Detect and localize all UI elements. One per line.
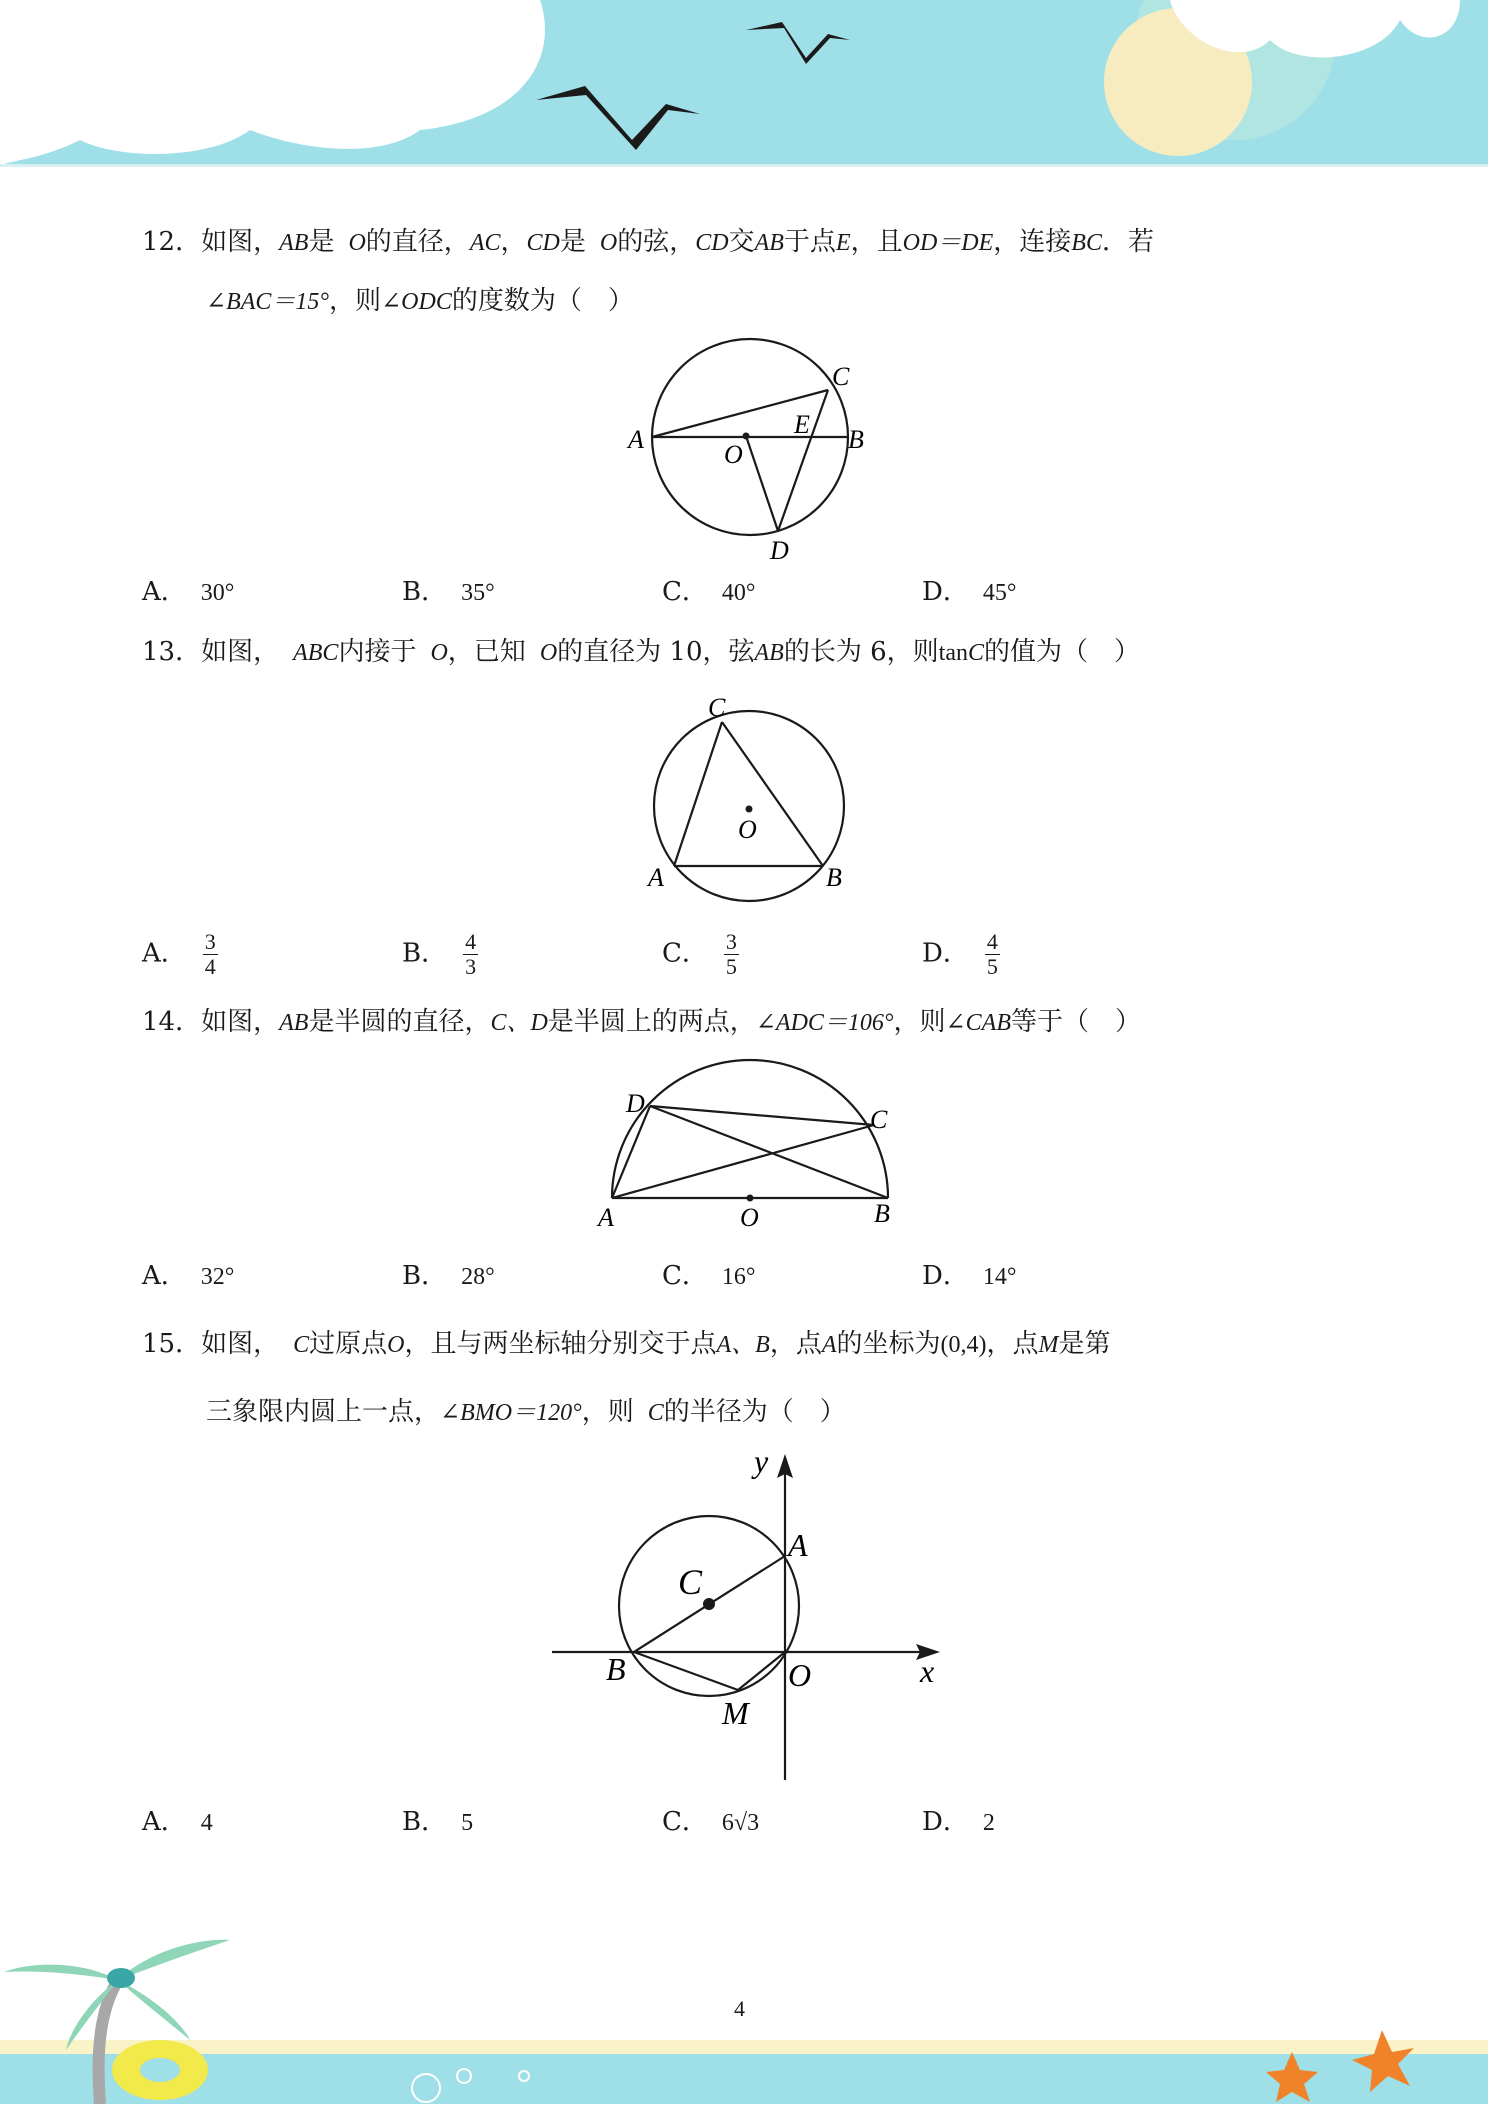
q12-label-D: D [770,536,789,565]
q12-figure [620,335,880,565]
q15-label-B: B [606,1651,626,1687]
q12-option-c[interactable]: C． 40° [662,577,756,607]
q15-option-a[interactable]: A． 4 [142,1807,213,1837]
q14-option-c[interactable]: C． 16° [662,1261,756,1291]
page-number: 4 [734,1996,745,2021]
q15-label-C: C [678,1562,703,1602]
q13-option-c[interactable]: C． $\frac{3}{5}$ [662,929,737,979]
q13-label-B: B [826,863,842,892]
q13-label-C: C [708,693,726,722]
q15-label-O: O [788,1657,812,1693]
q15-line2: 三象限内圆上一点，∠BMO＝120°，则 C的半径为（ ） [206,1397,846,1427]
q14-option-a[interactable]: A． 32° [142,1261,235,1291]
q14-line1: 14．如图，AB是半圆的直径，C、D是半圆上的两点，∠ADC＝106°，则∠CAB等于（ ） [142,1007,1141,1037]
q13-option-d[interactable]: D． $\frac{4}{5}$ [922,929,998,979]
q15-line1: 15．如图， C过原点O，且与两坐标轴分别交于点A、B，点A的坐标为(0,4)，点M是第 [142,1329,1111,1359]
q13-line1: 13．如图， ABC内接于 O，已知 O的直径为 10，弦AB的长为 6，则tanC的值为（ ） [142,637,1141,667]
q12-line1: 12．如图，AB是 O的直径，AC，CD是 O的弦，CD交AB于点E，且OD＝DE，连接BC．若 [142,227,1154,257]
q14-figure [590,1050,910,1235]
q15-label-A: A [788,1527,808,1563]
q15-option-d[interactable]: D． 2 [922,1807,995,1837]
q14-option-b[interactable]: B． 28° [402,1261,495,1291]
q12-option-a[interactable]: A． 30° [142,577,235,607]
header-decoration [0,0,1488,168]
q13-label-O: O [738,815,757,844]
q14-label-C: C [870,1105,888,1134]
q12-option-d[interactable]: D． 45° [922,577,1017,607]
q15-label-y: y [754,1446,769,1479]
q12-line2: ∠BAC＝15°，则∠ODC的度数为（ ） [206,286,634,316]
q12-label-E: E [794,410,810,439]
q13-label-A: A [648,863,664,892]
q15-option-c[interactable]: C． 6√3 [662,1807,760,1837]
q12-label-C: C [832,362,850,391]
q15-option-b[interactable]: B． 5 [402,1807,474,1837]
q14-label-A: A [598,1203,614,1232]
q15-label-M: M [722,1695,749,1731]
q14-option-d[interactable]: D． 14° [922,1261,1017,1291]
q13-option-a[interactable]: A． $\frac{3}{4}$ [142,929,216,979]
q12-option-b[interactable]: B． 35° [402,577,495,607]
q15-figure [548,1446,948,1786]
q13-option-b[interactable]: B． $\frac{4}{3}$ [402,929,477,979]
q13-figure [630,690,860,905]
q12-label-A: A [628,425,644,454]
q14-label-D: D [626,1089,645,1118]
q14-label-O: O [740,1203,759,1232]
q14-label-B: B [874,1199,890,1228]
q12-label-B: B [848,425,864,454]
q15-label-x: x [920,1653,935,1689]
q12-label-O: O [724,440,743,469]
